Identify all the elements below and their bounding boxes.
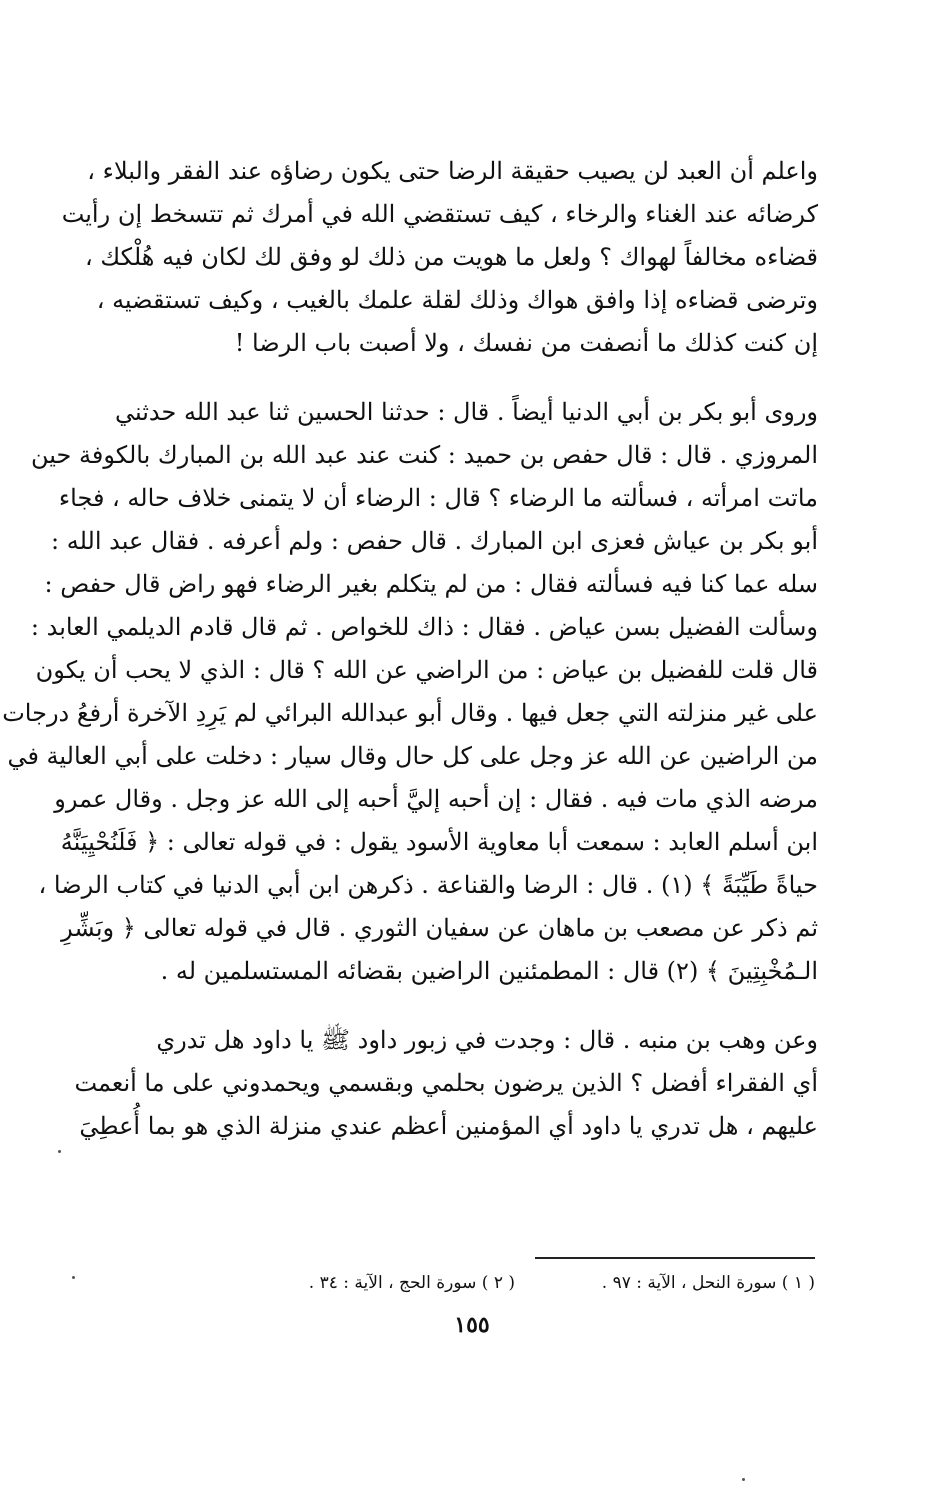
- paragraph-3: [74, 1019, 818, 1148]
- text-line: كرضائه عند الغناء والرخاء ، كيف تستقضي الله في أمرك ثم تتسخط إن رأيت: [61, 200, 818, 228]
- text-line: سله عما كنا فيه فسألته فقال : من لم يتكلم بغير الرضاء فهو راض قال حفص :: [44, 570, 818, 598]
- footnote-2: ( ٢ ) سورة الحج ، الآية : ٣٤ .: [308, 1273, 515, 1293]
- scan-speck: [742, 1478, 745, 1481]
- text-line: ابن أسلم العابد : سمعت أبا معاوية الأسود يقول : في قوله تعالى : ﴿ فَلَنُحْيِيَنَّهُ: [60, 828, 818, 856]
- text-line: إن كنت كذلك ما أنصفت من نفسك ، ولا أصبت باب الرضا !: [234, 329, 818, 357]
- page-number: ١٥٥: [454, 1312, 490, 1338]
- text-line: أبو بكر بن عياش فعزى ابن المبارك . قال حفص : ولم أعرفه . فقال عبد الله :: [50, 527, 818, 555]
- scan-speck: [72, 1276, 75, 1279]
- paragraph-1: [61, 150, 818, 365]
- footnote-1: ( ١ ) سورة النحل ، الآية : ٩٧ .: [601, 1273, 815, 1293]
- text-line: قضاءه مخالفاً لهواك ؟ ولعل ما هويت من ذلك لو وفق لك لكان فيه هُلْكك ،: [85, 243, 818, 271]
- scan-speck: [58, 1150, 61, 1153]
- text-line: الـمُخْبِتِينَ ﴾ (٢) قال : المطمئنين الراضين بقضائه المستسلمين له .: [160, 957, 818, 985]
- text-line: عليهم ، هل تدري يا داود أي المؤمنين أعظم عندي منزلة الذي هو بما أُعطِيَ: [79, 1112, 818, 1140]
- text-line: وروى أبو بكر بن أبي الدنيا أيضاً . قال : حدثنا الحسين ثنا عبد الله حدثني: [114, 398, 818, 426]
- text-line: أي الفقراء أفضل ؟ الذين يرضون بحلمي وبقسمي ويحمدوني على ما أنعمت: [74, 1069, 818, 1097]
- text-line: المروزي . قال : قال حفص بن حميد : كنت عند عبد الله بن المبارك بالكوفة حين: [31, 441, 818, 469]
- text-line: من الراضين عن الله عز وجل على كل حال وقال سيار : دخلت على أبي العالية في: [7, 742, 818, 770]
- text-line: ثم ذكر عن مصعب بن ماهان عن سفيان الثوري . قال في قوله تعالى ﴿ وبَشِّرِ: [61, 914, 818, 942]
- body-text: [2, 150, 818, 1174]
- text-line: وعن وهب بن منبه . قال : وجدت في زبور داود ﷺ يا داود هل تدري: [156, 1026, 818, 1054]
- text-line: وسألت الفضيل بسن عياض . فقال : ذاك للخواص . ثم قال قادم الديلمي العابد :: [30, 613, 818, 641]
- text-line: ماتت امرأته ، فسألته ما الرضاء ؟ قال : الرضاء أن لا يتمنى خلاف حاله ، فجاء: [58, 484, 818, 512]
- paragraph-2: [2, 391, 818, 993]
- footnotes: [200, 1268, 815, 1298]
- text-line: مرضه الذي مات فيه . فقال : إن أحبه إليَّ أحبه إلى الله عز وجل . وقال عمرو: [54, 785, 818, 813]
- text-line: على غير منزلته التي جعل فيها . وقال أبو عبدالله البرائي لم يَرِدِ الآخرة أرفعُ درجات: [2, 699, 818, 727]
- footnote-divider: [535, 1257, 815, 1259]
- text-line: حياةً طَيِّبَةً ﴾ (١) . قال : الرضا والقناعة . ذكرهن ابن أبي الدنيا في كتاب الرضا ،: [38, 871, 818, 899]
- text-line: واعلم أن العبد لن يصيب حقيقة الرضا حتى يكون رضاؤه عند الفقر والبلاء ،: [87, 157, 818, 185]
- text-line: وترضى قضاءه إذا وافق هواك وذلك لقلة علمك بالغيب ، وكيف تستقضيه ،: [96, 286, 818, 314]
- text-line: قال قلت للفضيل بن عياض : من الراضي عن الله ؟ قال : الذي لا يحب أن يكون: [35, 656, 818, 684]
